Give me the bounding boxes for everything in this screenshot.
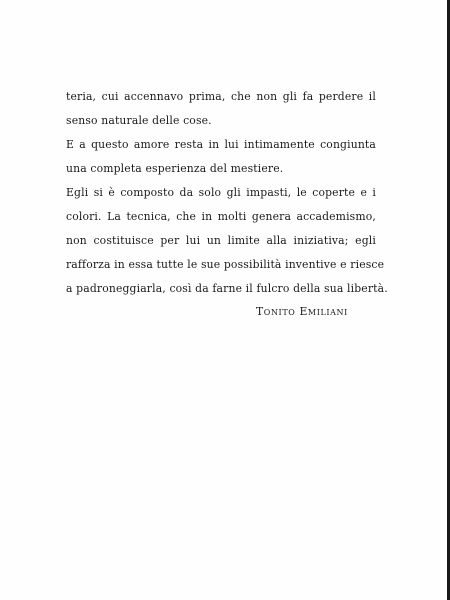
text-line: non costituisce per lui un limite alla iniziativa; egli	[66, 234, 376, 247]
text-line: colori. La tecnica, che in molti genera accademismo,	[66, 210, 376, 223]
text-line: E a questo amore resta in lui intimamente congiunta	[66, 138, 376, 151]
author-signature: Tonito Emiliani	[256, 305, 348, 318]
text-line: rafforza in essa tutte le sue possibilità inventive e riesce	[66, 258, 385, 271]
text-line: Egli si è composto da solo gli impasti, le coperte e i	[66, 186, 376, 199]
text-line: una completa esperienza del mestiere.	[66, 162, 284, 175]
text-line: teria, cui accennavo prima, che non gli fa perdere il	[66, 90, 376, 103]
text-line: senso naturale delle cose.	[66, 114, 212, 127]
text-line: a padroneggiarla, così da farne il fulcro della sua libertà.	[66, 282, 388, 295]
